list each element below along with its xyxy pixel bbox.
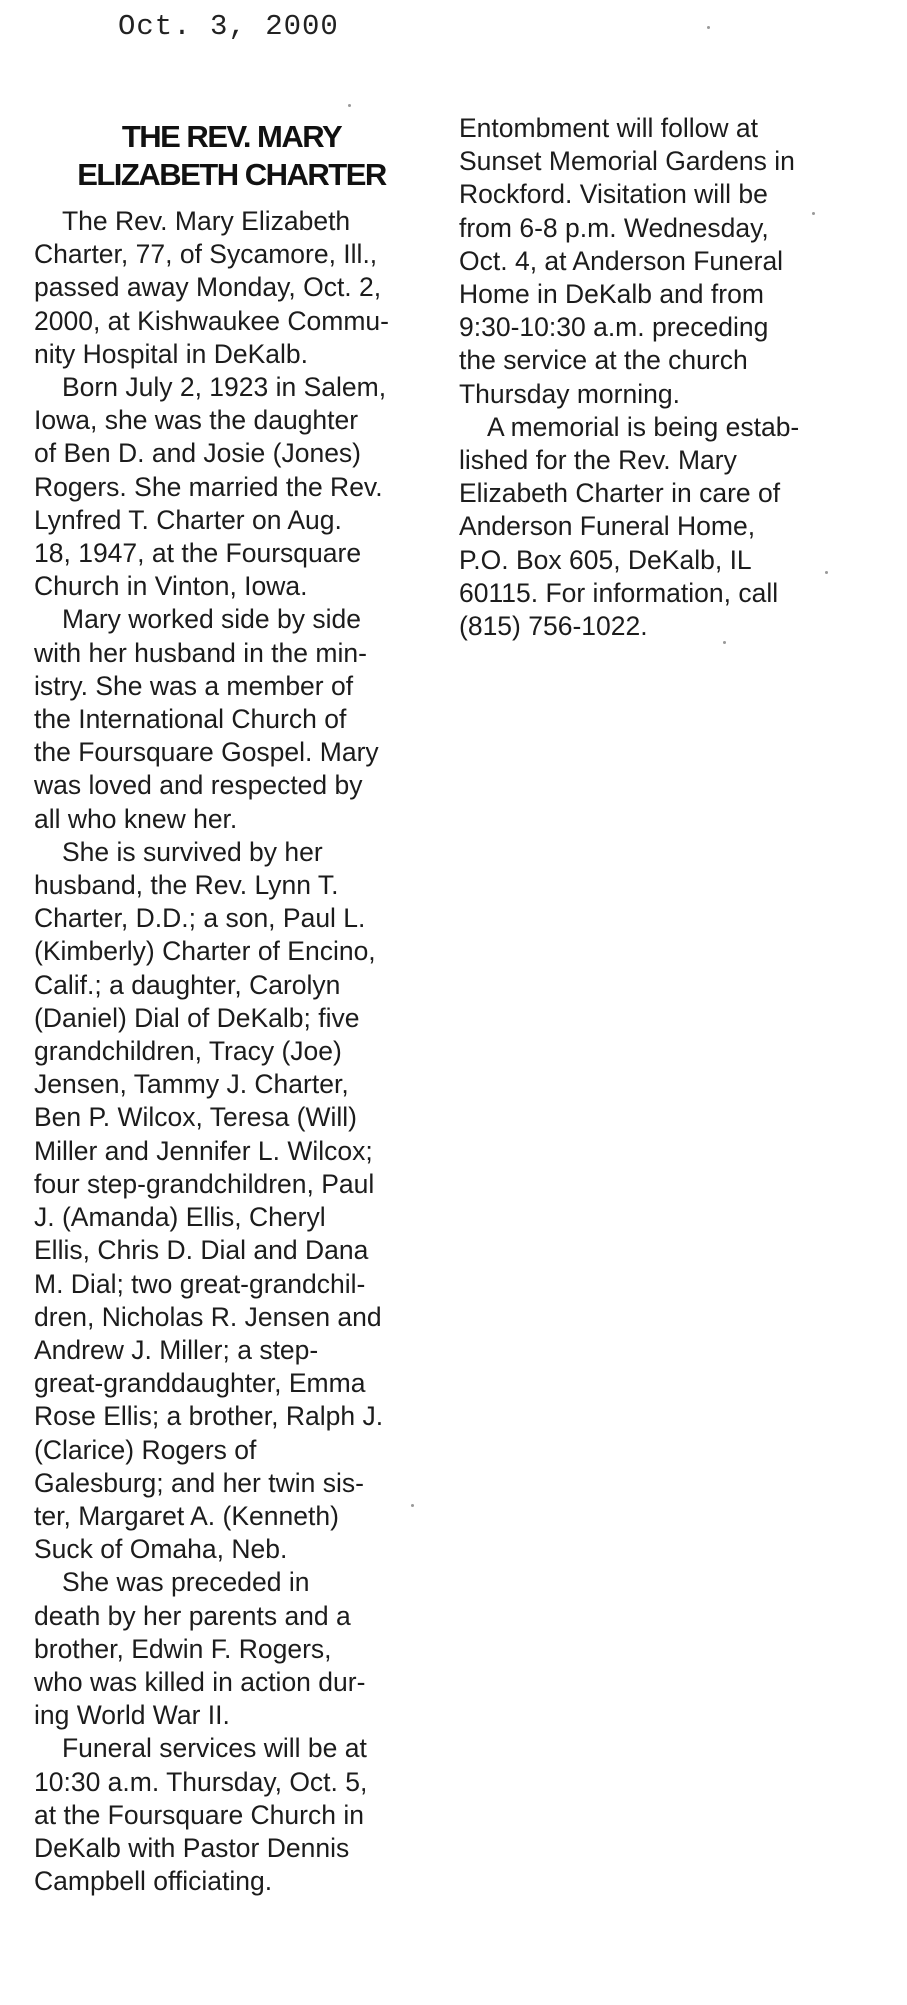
text-line: 60115. For information, call xyxy=(459,577,779,608)
text-line: death by her parents and a xyxy=(34,1600,351,1631)
scan-speck xyxy=(812,212,815,215)
text-line: Rogers. She married the Rev. xyxy=(34,471,383,502)
text-line: four step-grandchildren, Paul xyxy=(34,1168,375,1199)
text-line: (Kimberly) Charter of Encino, xyxy=(34,936,376,967)
text-line: Church in Vinton, Iowa. xyxy=(34,571,308,602)
text-line: Lynfred T. Charter on Aug. xyxy=(34,504,342,535)
text-line: 2000, at Kishwaukee Commu- xyxy=(34,305,389,336)
text-line: Ben P. Wilcox, Teresa (Will) xyxy=(34,1102,357,1133)
text-line: the Foursquare Gospel. Mary xyxy=(34,737,379,768)
text-line: grandchildren, Tracy (Joe) xyxy=(34,1036,342,1067)
right-column-body xyxy=(459,112,869,643)
text-line: J. (Amanda) Ellis, Cheryl xyxy=(34,1202,326,1233)
headline-line-1: THE REV. MARY xyxy=(121,119,342,154)
text-line: Ellis, Chris D. Dial and Dana xyxy=(34,1235,369,1266)
text-line: from 6-8 p.m. Wednesday, xyxy=(459,212,769,243)
scan-speck xyxy=(348,104,351,107)
text-line: Jensen, Tammy J. Charter, xyxy=(34,1069,349,1100)
text-line: (815) 756-1022. xyxy=(459,611,648,642)
scan-speck xyxy=(825,571,828,574)
text-line: istry. She was a member of xyxy=(34,670,354,701)
text-line: Thursday morning. xyxy=(459,378,680,409)
text-line: Oct. 4, at Anderson Funeral xyxy=(459,245,784,276)
text-line: Born July 2, 1923 in Salem, xyxy=(62,372,387,403)
text-line: at the Foursquare Church in xyxy=(34,1799,364,1830)
text-line: Home in DeKalb and from xyxy=(459,279,764,310)
text-line: passed away Monday, Oct. 2, xyxy=(34,272,382,303)
text-line: Andrew J. Miller; a step- xyxy=(34,1334,319,1365)
text-line: who was killed in action dur- xyxy=(34,1666,366,1697)
text-line: Suck of Omaha, Neb. xyxy=(34,1534,288,1565)
scan-speck xyxy=(707,26,710,29)
text-line: husband, the Rev. Lynn T. xyxy=(34,870,339,901)
text-line: of Ben D. and Josie (Jones) xyxy=(34,438,362,469)
text-line: M. Dial; two great-grandchil- xyxy=(34,1268,366,1299)
text-line: Funeral services will be at xyxy=(62,1733,367,1764)
text-line: dren, Nicholas R. Jensen and xyxy=(34,1301,382,1332)
text-line: 10:30 a.m. Thursday, Oct. 5, xyxy=(34,1766,368,1797)
text-line: Charter, 77, of Sycamore, Ill., xyxy=(34,239,378,270)
left-column-body xyxy=(34,205,429,1898)
text-line: 9:30-10:30 a.m. preceding xyxy=(459,312,769,343)
text-line: Rockford. Visitation will be xyxy=(459,179,768,210)
text-line: Campbell officiating. xyxy=(34,1866,273,1897)
text-line: Calif.; a daughter, Carolyn xyxy=(34,969,341,1000)
text-line: Mary worked side by side xyxy=(62,604,361,635)
text-line: Charter, D.D.; a son, Paul L. xyxy=(34,903,366,934)
headline-line-2: ELIZABETH CHARTER xyxy=(77,157,386,192)
scan-speck xyxy=(411,1504,414,1507)
text-line: Miller and Jennifer L. Wilcox; xyxy=(34,1135,373,1166)
text-line: Iowa, she was the daughter xyxy=(34,405,359,436)
text-line: P.O. Box 605, DeKalb, IL xyxy=(459,544,752,575)
text-line: (Daniel) Dial of DeKalb; five xyxy=(34,1002,360,1033)
text-line: brother, Edwin F. Rogers, xyxy=(34,1633,332,1664)
text-line: The Rev. Mary Elizabeth xyxy=(62,206,351,236)
text-line: DeKalb with Pastor Dennis xyxy=(34,1832,350,1863)
text-line: was loved and respected by xyxy=(34,770,363,801)
text-line: ter, Margaret A. (Kenneth) xyxy=(34,1500,339,1531)
obituary-headline xyxy=(34,118,429,194)
text-line: ing World War II. xyxy=(34,1700,230,1731)
text-line: Anderson Funeral Home, xyxy=(459,511,756,542)
text-line: Elizabeth Charter in care of xyxy=(459,478,781,509)
text-line: the service at the church xyxy=(459,345,748,376)
text-line: Rose Ellis; a brother, Ralph J. xyxy=(34,1401,384,1432)
text-line: 18, 1947, at the Foursquare xyxy=(34,538,362,569)
scan-speck xyxy=(723,641,726,644)
text-line: (Clarice) Rogers of xyxy=(34,1434,257,1465)
text-line: A memorial is being estab- xyxy=(487,411,800,442)
text-line: great-granddaughter, Emma xyxy=(34,1368,366,1399)
text-line: with her husband in the min- xyxy=(34,637,367,668)
text-line: all who knew her. xyxy=(34,803,238,834)
text-line: Entombment will follow at xyxy=(459,113,758,143)
text-line: Galesburg; and her twin sis- xyxy=(34,1467,364,1498)
text-line: nity Hospital in DeKalb. xyxy=(34,338,308,369)
text-line: lished for the Rev. Mary xyxy=(459,445,737,476)
text-line: Sunset Memorial Gardens in xyxy=(459,146,795,177)
text-line: the International Church of xyxy=(34,704,347,735)
text-line: She is survived by her xyxy=(62,836,323,867)
handwritten-date: Oct. 3, 2000 xyxy=(118,10,339,43)
text-line: She was preceded in xyxy=(62,1567,310,1598)
